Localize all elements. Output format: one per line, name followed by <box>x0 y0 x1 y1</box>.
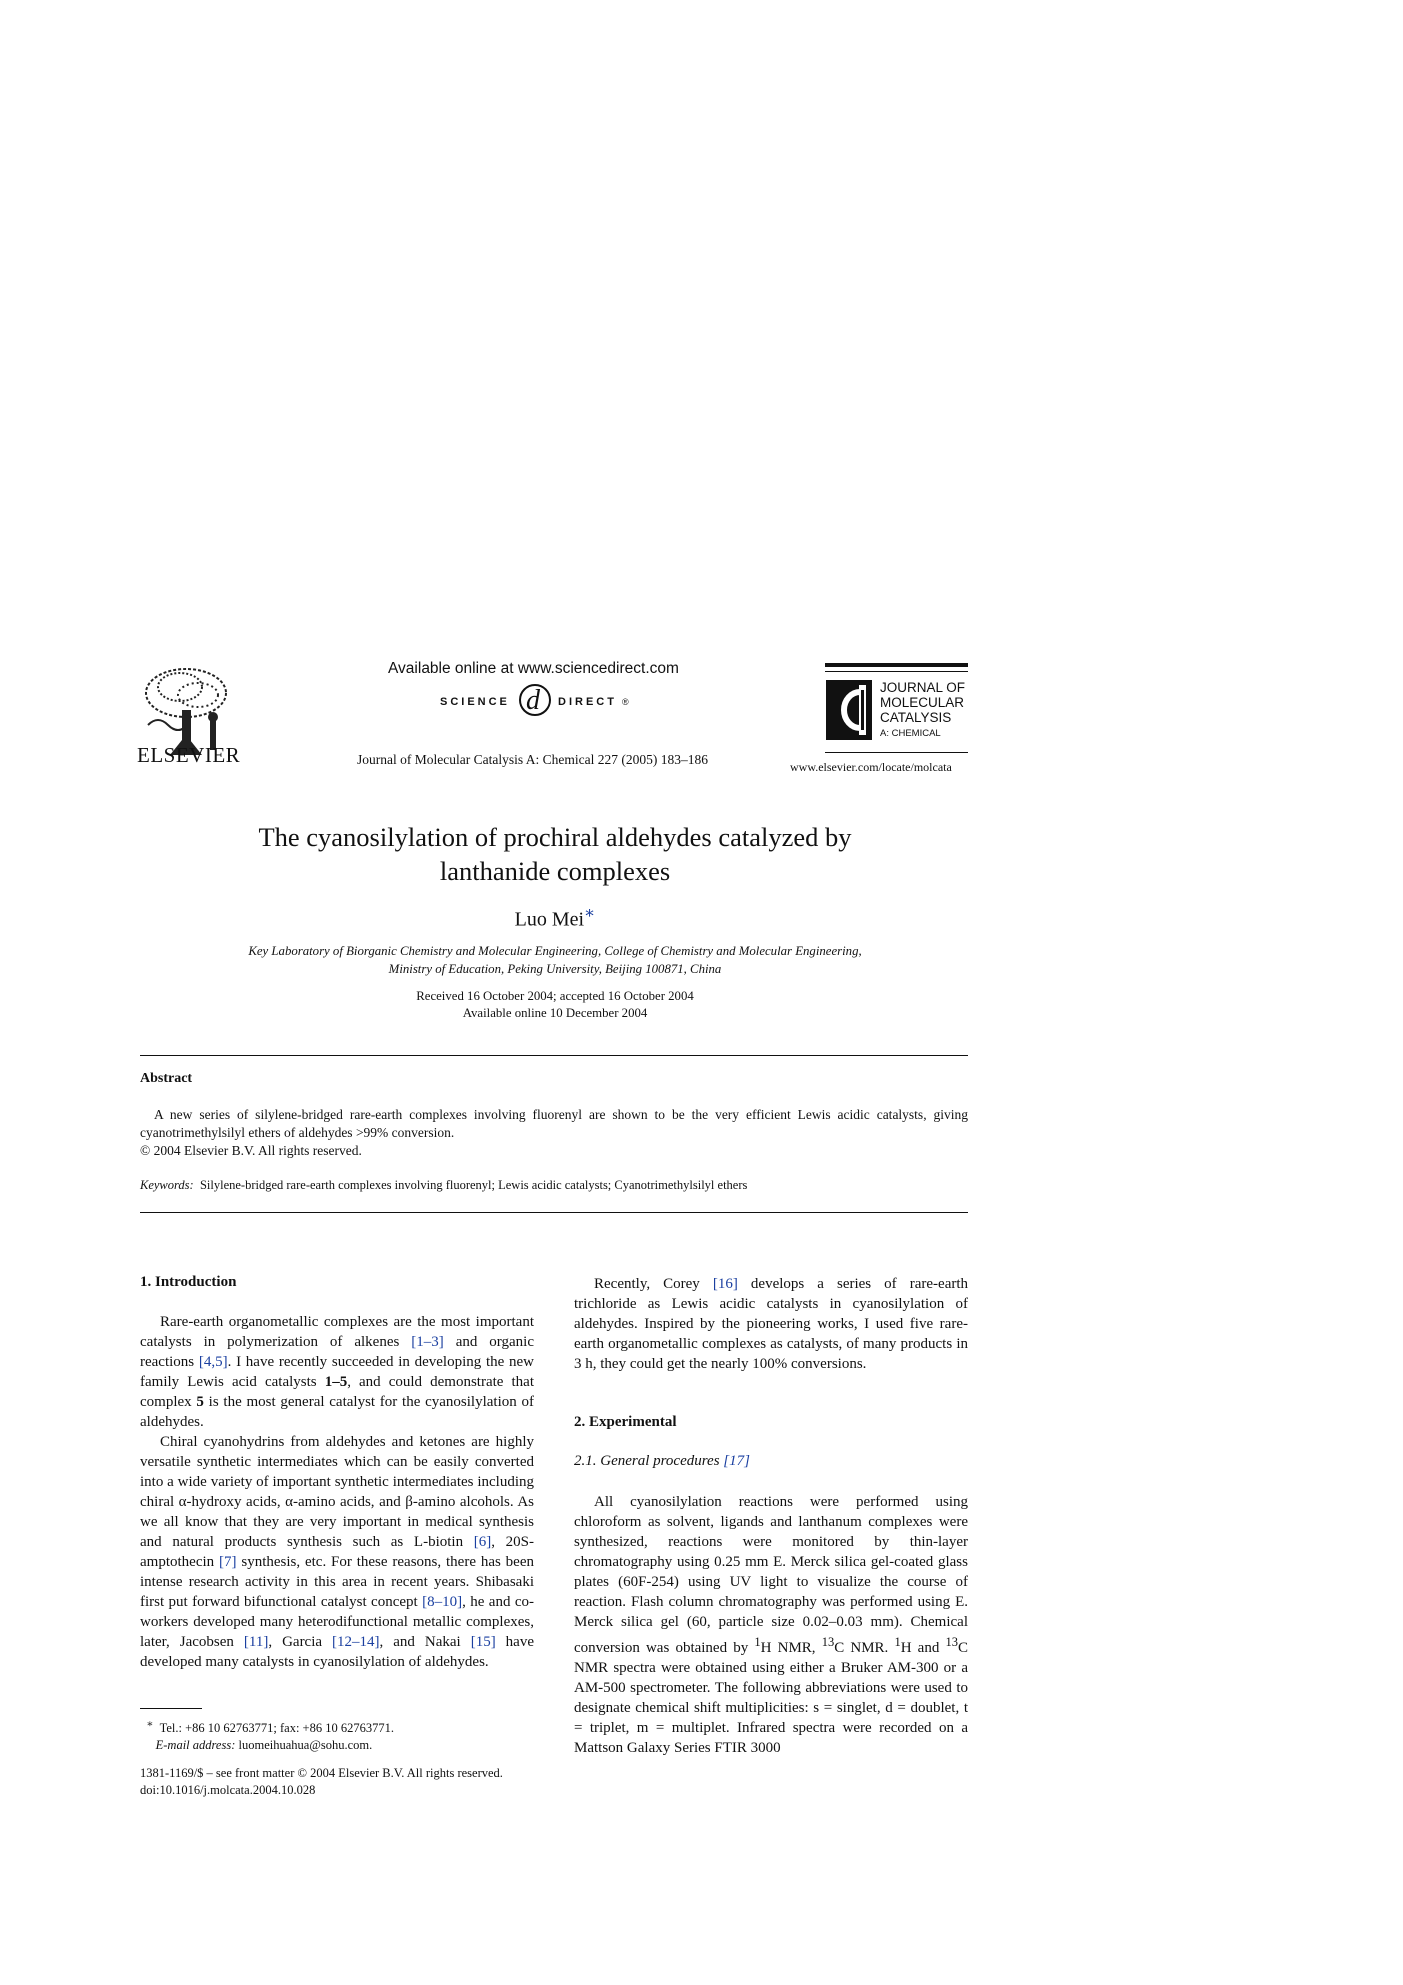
intro-paragraph-3: Recently, Corey [16] develops a series of rare-earth trichloride as Lewis acidic catalysts in cyanosilylation of aldehydes. Inspired by the pioneering works, I used five rare-earth organometallic complexes as catalysts, of many products in 3 h, they could get the nearly 100% conversions. <box>574 1276 969 1372</box>
title-line-1: The cyanosilylation of prochiral aldehydes catalyzed by <box>258 822 852 852</box>
email-label: E-mail address: <box>155 1738 236 1753</box>
intro-paragraph-2: Chiral cyanohydrins from aldehydes and ketones are highly versatile synthetic intermediates which can be easily converted into a wide variety of important synthetic intermediates including chiral α-hydroxy acids, α-amino acids, and β-amino alcohols. As we all know that they are very important in medical synthesis and natural products synthesis such as L-biotin [6], 20S-amptothecin [7] synthesis, etc. For these reasons, there has been intense research activity in this area in recent years. Shibasaki first put forward bifunctional catalyst concept [8–10], he and co-workers developed many heterodifunctional metallic complexes, later, Jacobsen [11], Garcia [12–14], and Nakai [15] have developed many catalysts in cyanosilylation of aldehydes. <box>140 1434 535 1670</box>
journal-logo-title <box>880 680 965 725</box>
keywords-label: Keywords: <box>140 1178 194 1192</box>
right-column-top <box>574 1274 968 1374</box>
experimental-paragraph-1: All cyanosilylation reactions were performed using chloroform as solvent, ligands and lanthanum complexes were synthesized, reactions were monitored by thin-layer chromatography using 0.25 mm E. Merck silica gel-coated glass plates (60F-254) using UV light to visualize the course of reaction. Flash column chromatography was performed using E. Merck silica gel (60, particle size 0.02–0.03 mm). Chemical conversion was obtained by $^1$H NMR, $^{13}$C NMR. $^1$H and $^{13}$C NMR spectra were obtained using either a Bruker AM-300 or a AM-500 spectrometer. The following abbreviations were used to designate chemical shift multiplicities: s = singlet, d = doublet, t = triplet, m = multiplet. Infrared spectra were recorded on a Mattson Galaxy Series FTIR 3000 <box>574 1494 968 1756</box>
citation-link[interactable]: [7] <box>219 1554 237 1570</box>
email-address[interactable]: luomeihuahua@sohu.com. <box>238 1738 373 1753</box>
left-column <box>140 1312 534 1672</box>
paper-title <box>140 820 970 888</box>
footnote-contact: Tel.: +86 10 62763771; fax: +86 10 62763771. <box>159 1721 394 1736</box>
abstract-text: A new series of silylene-bridged rare-earth complexes involving fluorenyl are shown to be the very efficient Lewis acidic catalysts, giving cyanotrimethylsilyl ethers of aldehydes >99% conversion. <box>140 1107 968 1140</box>
divider <box>140 1212 968 1213</box>
citation-link[interactable]: [16] <box>712 1276 738 1292</box>
available-online-text: Available online at www.sciencedirect.com <box>388 660 679 677</box>
citation-link[interactable]: [17] <box>723 1453 750 1469</box>
journal-logo-subtitle: A: CHEMICAL <box>880 728 941 739</box>
journal-logo-rule <box>825 663 968 667</box>
sd-right-text: DIRECT <box>558 696 617 708</box>
section-heading-experimental: 2. Experimental <box>574 1414 677 1430</box>
title-line-2: lanthanide complexes <box>439 856 671 886</box>
abstract-heading: Abstract <box>140 1071 193 1086</box>
sciencedirect-logo <box>440 678 630 720</box>
affiliation-line-2: Ministry of Education, Peking University, Beijing 100871, China <box>388 962 722 976</box>
issn-line: 1381-1169/$ – see front matter © 2004 Elsevier B.V. All rights reserved. <box>140 1766 503 1780</box>
footnote-mark: ∗ <box>146 1719 154 1730</box>
doi-line[interactable]: doi:10.1016/j.molcata.2004.10.028 <box>140 1783 316 1797</box>
citation-link[interactable]: [4,5] <box>198 1354 228 1370</box>
article-dates <box>140 988 970 1022</box>
affiliation-line-1: Key Laboratory of Biorganic Chemistry and Molecular Engineering, College of Chemistry and Molecular Engineering, <box>248 944 862 958</box>
journal-logo-line1: JOURNAL OF <box>880 680 966 695</box>
citation-link[interactable]: [8–10] <box>422 1594 463 1610</box>
publisher-wordmark: ELSEVIER <box>137 743 241 767</box>
citation-link[interactable]: [11] <box>243 1634 269 1650</box>
footnote <box>140 1716 394 1754</box>
received-date: Received 16 October 2004; accepted 16 October 2004 <box>416 989 694 1003</box>
journal-logo-rule <box>825 671 968 672</box>
citation-link[interactable]: [1–3] <box>411 1334 444 1350</box>
subsection-heading-general-procedures: 2.1. General procedures [17] <box>574 1453 750 1469</box>
abstract-body <box>140 1106 968 1160</box>
divider <box>140 1055 968 1056</box>
abstract-copyright: © 2004 Elsevier B.V. All rights reserved. <box>140 1143 362 1158</box>
author-line <box>140 903 970 932</box>
intro-paragraph-1: Rare-earth organometallic complexes are the most important catalysts in polymerization of alkenes [1–3] and organic reactions [4,5]. I have recently succeeded in developing the new family Lewis acid catalysts 1–5, and could demonstrate that complex 5 is the most general catalyst for the cyanosilylation of aldehydes. <box>140 1314 535 1430</box>
svg-text:®: ® <box>622 697 629 707</box>
section-heading-introduction: 1. Introduction <box>140 1274 237 1290</box>
journal-logo-line2: MOLECULAR <box>880 695 965 710</box>
author-footnote-link[interactable]: ∗ <box>584 903 596 922</box>
journal-emblem-icon <box>826 680 872 740</box>
footnote-divider <box>140 1708 202 1709</box>
keywords <box>140 1178 968 1193</box>
journal-url-link[interactable]: www.elsevier.com/locate/molcata <box>790 760 952 774</box>
author-name: Luo Mei <box>514 908 585 931</box>
journal-logo-rule <box>825 752 968 753</box>
citation-link[interactable]: [6] <box>473 1534 492 1550</box>
affiliation <box>140 942 970 978</box>
right-column-bottom <box>574 1492 968 1758</box>
citation-link[interactable]: [12–14] <box>332 1634 380 1650</box>
keywords-list: Silylene-bridged rare-earth complexes involving fluorenyl; Lewis acidic catalysts; Cyanotrimethylsilyl ethers <box>199 1178 748 1192</box>
sd-left-text: SCIENCE <box>440 696 510 708</box>
front-matter-info <box>140 1765 503 1799</box>
svg-text:d: d <box>526 685 540 716</box>
journal-citation: Journal of Molecular Catalysis A: Chemical 227 (2005) 183–186 <box>357 752 708 767</box>
citation-link[interactable]: [15] <box>470 1634 496 1650</box>
online-date: Available online 10 December 2004 <box>462 1006 648 1020</box>
journal-logo-line3: CATALYSIS <box>880 710 952 725</box>
